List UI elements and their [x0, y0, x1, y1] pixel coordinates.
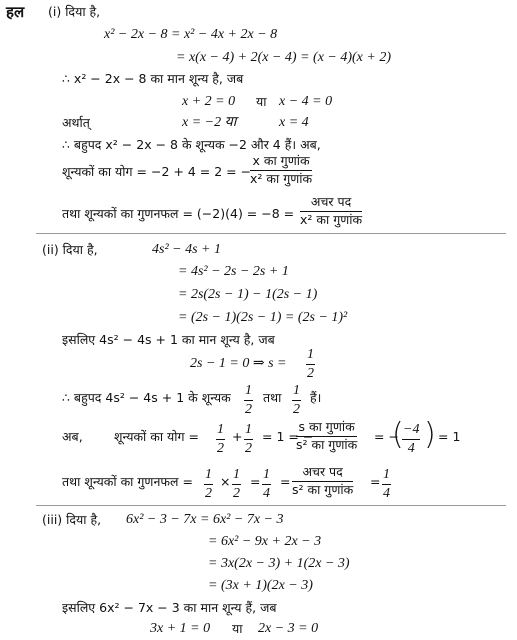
- part-ii-zero1-den: 2: [245, 402, 252, 417]
- part-ii-zeros-text: ∴ बहुपद 4s² − 4s + 1 के शून्यक: [62, 390, 231, 405]
- part-ii-cond: 2s − 1 = 0 ⇒ s =: [190, 356, 287, 371]
- part-ii-prod-f1-num: 1: [204, 468, 213, 485]
- part-ii-eq1: = 4s² − 2s − 2s + 1: [178, 264, 289, 279]
- part-iii-cond-a: 3x + 1 = 0: [150, 621, 211, 636]
- part-iii-therefore: इसलिए 6x² − 7x − 3 का मान शून्य हैं, जब: [62, 600, 277, 615]
- part-i-prod-numerator: अचर पद: [300, 196, 362, 212]
- part-ii-prod-f2: [232, 468, 241, 501]
- right-paren: ): [424, 417, 436, 452]
- part-ii-therefore: इसलिए 4s² − 4s + 1 का मान शून्य है, जब: [62, 332, 275, 347]
- part-iii-label: (iii) दिया है,: [42, 512, 102, 527]
- part-ii-const-fraction: [292, 466, 353, 496]
- part-ii-prod-text: तथा शून्यकों का गुणनफल =: [62, 474, 193, 489]
- part-ii-zero2-den: 2: [293, 402, 300, 417]
- part-ii-zeros-mid: तथा: [263, 390, 282, 405]
- part-ii-zero1-fraction: [244, 384, 253, 417]
- part-i-eq1: x² − 2x − 8 = x² − 4x + 2x − 8: [104, 27, 278, 42]
- part-ii-sum-f2: [244, 423, 253, 456]
- part-ii-zero1-num: 1: [244, 384, 253, 401]
- part-ii-zero2-fraction: [292, 384, 301, 417]
- part-ii-half-den: 2: [307, 366, 314, 381]
- part-ii-quarter2-den: 4: [383, 486, 390, 501]
- part-ii-quarter-den: 4: [263, 486, 270, 501]
- left-paren: (: [392, 417, 404, 452]
- part-iii-eq2: = 3x(2x − 3) + 1(2x − 3): [208, 556, 350, 571]
- part-ii-zero2-num: 1: [292, 384, 301, 401]
- part-iii-eq3: = (3x + 1)(2x − 3): [208, 578, 313, 593]
- part-ii-sum-f2-den: 2: [245, 441, 252, 456]
- part-i-sum-lhs: शून्यकों का योग = −2 + 4 = 2 = −: [62, 164, 252, 179]
- part-ii-coef-fraction: [296, 421, 357, 451]
- part-ii-eq0: 4s² − 4s + 1: [152, 242, 221, 257]
- part-iii-cond-b: 2x − 3 = 0: [258, 621, 319, 636]
- part-ii-quarter-fraction: [262, 468, 271, 501]
- part-i-sum-denominator: x² का गुणांक: [250, 170, 313, 186]
- part-iii-eq0: 6x² − 3 − 7x = 6x² − 7x − 3: [126, 512, 284, 527]
- part-ii-sum-plus: +: [232, 429, 243, 444]
- part-i-label: (i) दिया है,: [48, 4, 101, 19]
- part-ii-prod-eq3: =: [370, 474, 381, 489]
- part-i-eq2: = x(x − 4) + 2(x − 4) = (x − 4)(x + 2): [176, 50, 391, 65]
- part-ii-ab: अब,: [62, 429, 83, 444]
- part-ii-half-fraction: [306, 348, 315, 381]
- part-i-prod-lhs: तथा शून्यकों का गुणनफल = (−2)(4) = −8 =: [62, 206, 295, 221]
- part-ii-coef-den: s² का गुणांक: [296, 436, 358, 452]
- part-ii-quarter2-fraction: [382, 468, 391, 501]
- part-ii-prod-f1-den: 2: [205, 486, 212, 501]
- part-ii-four-fraction: [402, 423, 420, 456]
- part-ii-const-num: अचर पद: [292, 466, 353, 482]
- part-i-cond-a: x + 2 = 0: [182, 94, 236, 109]
- part-i-cond-or: या: [256, 94, 267, 109]
- part-ii-const-den: s² का गुणांक: [292, 481, 354, 497]
- part-i-cond-b: x − 4 = 0: [279, 94, 333, 109]
- part-i-prod-denominator: x² का गुणांक: [300, 211, 363, 227]
- part-i-sol-a: x = −2 या: [182, 115, 237, 130]
- part-ii-coef-num: s का गुणांक: [296, 421, 357, 437]
- part-ii-four-num: −4: [402, 423, 420, 440]
- part-ii-sum-f1-num: 1: [216, 423, 225, 440]
- divider-2: [36, 505, 506, 506]
- part-ii-sum-f2-num: 1: [244, 423, 253, 440]
- part-ii-quarter2-num: 1: [382, 468, 391, 485]
- part-ii-zeros-end: हैं।: [310, 390, 322, 405]
- part-i-sum-numerator: x का गुणांक: [250, 155, 312, 171]
- part-ii-eq3: = (2s − 1)(2s − 1) = (2s − 1)²: [178, 310, 348, 325]
- part-ii-eq1-end: = 1: [438, 429, 461, 444]
- part-ii-eq-minus: = −: [374, 429, 399, 444]
- hal-heading: हल: [6, 3, 25, 21]
- part-i-arthat: अर्थात्: [62, 115, 90, 130]
- part-ii-prod-eq1: =: [250, 474, 261, 489]
- part-ii-four-den: 4: [407, 441, 415, 456]
- part-ii-prod-times: ×: [220, 474, 231, 489]
- part-ii-quarter-num: 1: [262, 468, 271, 485]
- part-i-sum-fraction: [250, 155, 312, 185]
- part-ii-prod-f1: [204, 468, 213, 501]
- part-iii-cond-or: या: [232, 621, 243, 636]
- part-i-prod-fraction: [300, 196, 362, 226]
- part-i-therefore: ∴ x² − 2x − 8 का मान शून्य है, जब: [62, 71, 244, 86]
- part-ii-half-num: 1: [306, 348, 315, 365]
- part-i-sol-b: x = 4: [279, 115, 309, 130]
- divider-1: [36, 233, 506, 234]
- part-i-zeros: ∴ बहुपद x² − 2x − 8 के शून्यक −2 और 4 हैं। अब,: [62, 137, 321, 152]
- part-ii-label: (ii) दिया है,: [42, 242, 98, 257]
- part-ii-prod-f2-num: 1: [232, 468, 241, 485]
- part-ii-sum-f1-den: 2: [217, 441, 224, 456]
- part-ii-sum-eq1: = 1 = −: [262, 429, 314, 444]
- part-ii-eq2: = 2s(2s − 1) − 1(2s − 1): [178, 287, 318, 302]
- part-ii-prod-eq2: =: [280, 474, 291, 489]
- part-ii-prod-f2-den: 2: [233, 486, 240, 501]
- part-ii-sum-f1: [216, 423, 225, 456]
- part-ii-sum-text: शून्यकों का योग =: [114, 429, 200, 444]
- part-iii-eq1: = 6x² − 9x + 2x − 3: [208, 534, 322, 549]
